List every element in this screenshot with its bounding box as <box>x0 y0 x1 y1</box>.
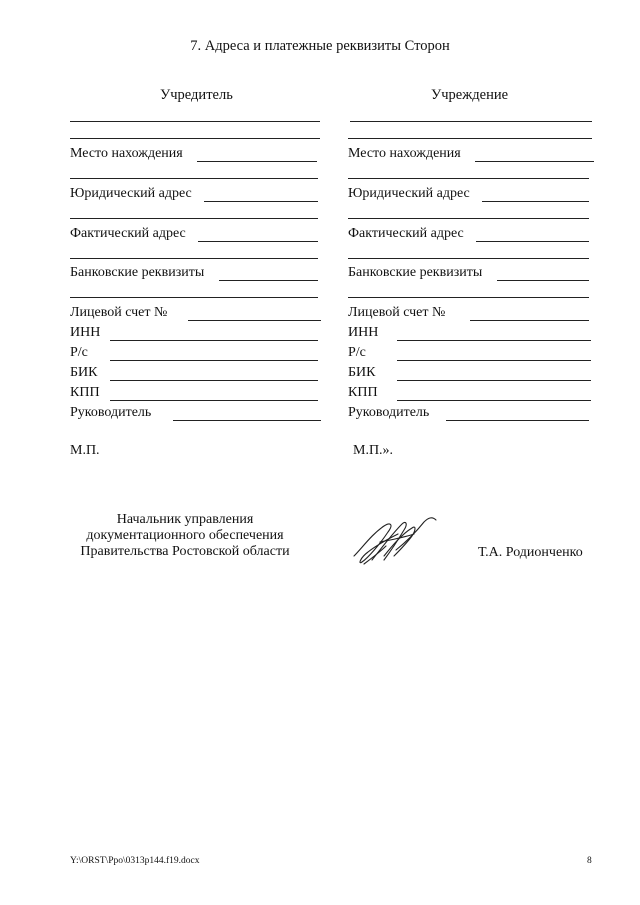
right-actual-address-label: Фактический адрес <box>348 226 464 241</box>
right-rs-line <box>397 360 591 361</box>
right-blank-line <box>350 121 592 122</box>
left-rs-line <box>110 360 318 361</box>
left-actual-address-label: Фактический адрес <box>70 226 186 241</box>
left-blank-line <box>70 138 320 139</box>
right-column-heading: Учреждение <box>431 87 509 103</box>
left-location-label: Место нахождения <box>70 146 183 161</box>
signatory-position-line: документационного обеспечения <box>86 528 284 543</box>
left-inn-line <box>110 340 318 341</box>
right-personal-account-line <box>470 320 589 321</box>
left-bank-details-label: Банковские реквизиты <box>70 265 205 280</box>
right-bik-line <box>397 380 591 381</box>
left-blank-line <box>70 218 318 219</box>
left-bik-line <box>110 380 318 381</box>
left-head-label: Руководитель <box>70 405 152 420</box>
right-blank-line <box>348 218 589 219</box>
right-bank-details-label: Банковские реквизиты <box>348 265 483 280</box>
right-kpp-line <box>397 400 591 401</box>
left-rs-label: Р/с <box>70 345 88 360</box>
right-inn-line <box>397 340 591 341</box>
right-inn-label: ИНН <box>348 325 379 340</box>
right-seal: М.П.». <box>353 443 394 458</box>
right-rs-label: Р/с <box>348 345 366 360</box>
right-head-label: Руководитель <box>348 405 430 420</box>
left-bank-details-line <box>219 280 318 281</box>
right-legal-address-label: Юридический адрес <box>348 186 470 201</box>
right-head-line <box>446 420 589 421</box>
left-kpp-line <box>110 400 318 401</box>
handwritten-signature-icon <box>350 512 440 570</box>
left-head-line <box>173 420 321 421</box>
right-bank-details-line <box>497 280 589 281</box>
signatory-position <box>70 512 300 560</box>
left-kpp-label: КПП <box>70 385 100 400</box>
right-legal-address-line <box>482 201 589 202</box>
right-location-line <box>475 161 594 162</box>
right-blank-line <box>348 138 592 139</box>
left-legal-address-label: Юридический адрес <box>70 186 192 201</box>
signatory-name: Т.А. Родионченко <box>478 545 583 560</box>
right-kpp-label: КПП <box>348 385 378 400</box>
signatory-position-line: Правительства Ростовской области <box>80 544 290 559</box>
footer-file-path: Y:\ORST\Ppo\0313p144.f19.docx <box>70 856 200 866</box>
left-blank-line <box>70 121 320 122</box>
right-blank-line <box>348 258 589 259</box>
right-personal-account-label: Лицевой счет № <box>348 305 446 320</box>
page-number: 8 <box>587 856 592 866</box>
left-legal-address-line <box>204 201 318 202</box>
left-personal-account-label: Лицевой счет № <box>70 305 168 320</box>
right-blank-line <box>348 178 589 179</box>
left-inn-label: ИНН <box>70 325 101 340</box>
section-title: 7. Адреса и платежные реквизиты Сторон <box>190 38 450 54</box>
left-column-heading: Учредитель <box>160 87 233 103</box>
signatory-position-line: Начальник управления <box>116 512 254 527</box>
left-blank-line <box>70 258 318 259</box>
left-location-line <box>197 161 317 162</box>
right-blank-line <box>348 297 589 298</box>
left-bik-label: БИК <box>70 365 98 380</box>
right-actual-address-line <box>476 241 589 242</box>
left-blank-line <box>70 178 318 179</box>
right-location-label: Место нахождения <box>348 146 461 161</box>
left-blank-line <box>70 297 318 298</box>
left-seal: М.П. <box>70 443 100 458</box>
left-personal-account-line <box>188 320 321 321</box>
left-actual-address-line <box>198 241 318 242</box>
right-bik-label: БИК <box>348 365 376 380</box>
